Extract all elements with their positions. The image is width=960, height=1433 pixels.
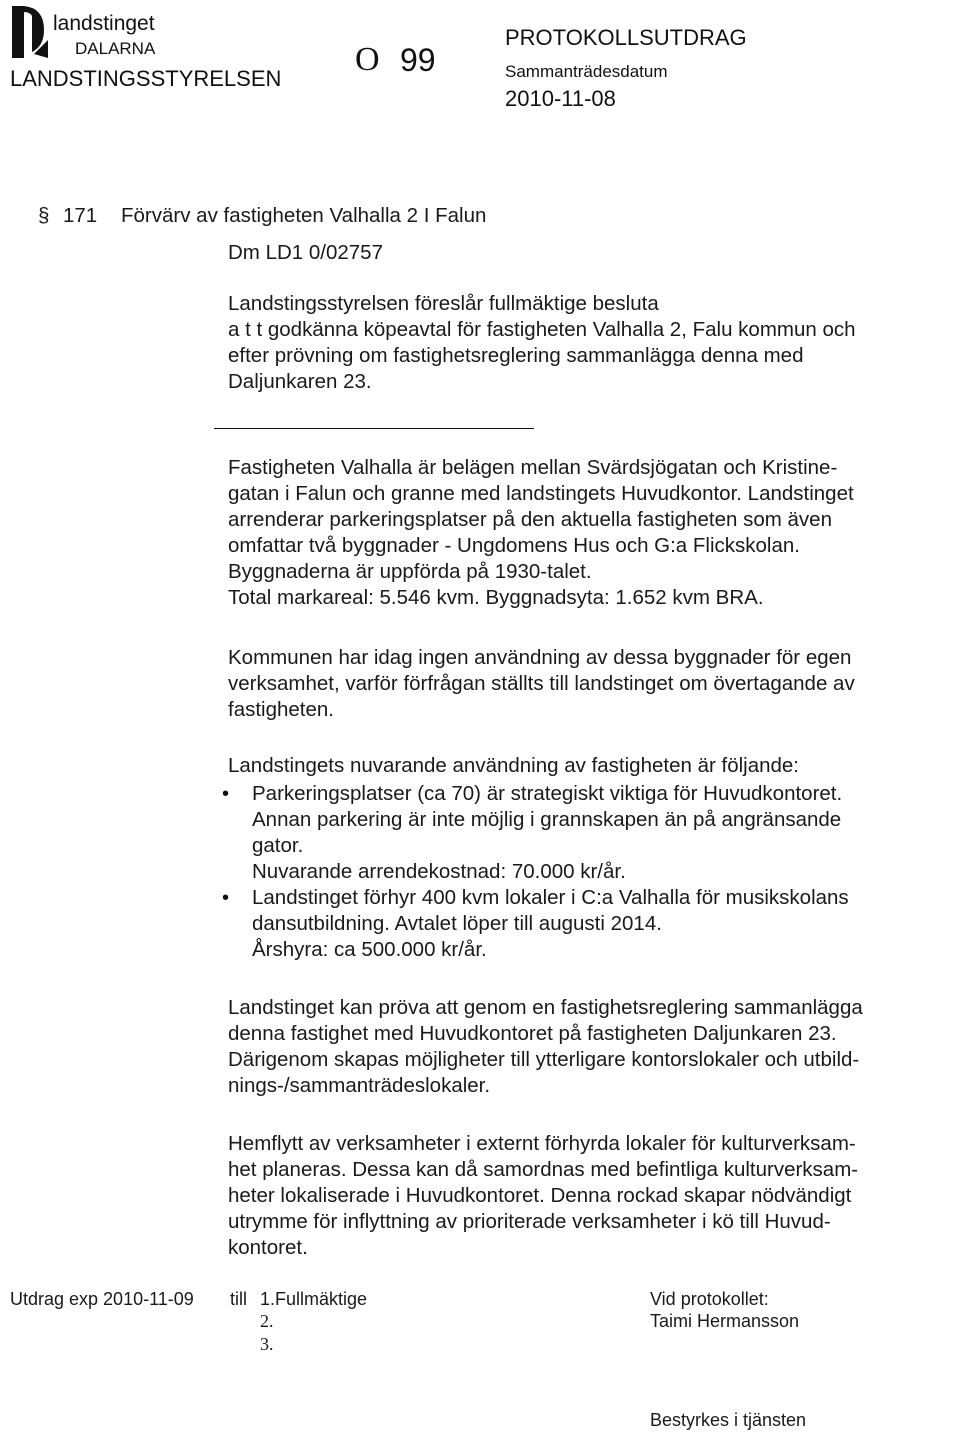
text-line: Därigenom skapas möjligheter till ytterligare kontorslokaler och utbild- xyxy=(228,1048,860,1071)
text-line: gatan i Falun och granne med landstingets Huvudkontor. Landstinget xyxy=(228,482,854,505)
text-line: • Landstinget förhyr 400 kvm lokaler i C:a Valhalla för musikskolans xyxy=(252,886,849,909)
text-line: Hemflytt av verksamheter i externt förhyrda lokaler för kulturverksam- xyxy=(228,1132,856,1155)
text-line: fastigheten. xyxy=(228,698,334,721)
text-line: efter prövning om fastighetsreglering sammanlägga denna med xyxy=(228,344,804,367)
text-line: kontoret. xyxy=(228,1236,308,1259)
text-line: gator. xyxy=(252,834,304,857)
till-label: till xyxy=(230,1289,247,1309)
usage-intro: Landstingets nuvarande användning av fastigheten är följande: xyxy=(228,754,800,777)
reallocation-paragraph xyxy=(228,995,863,1099)
background-paragraph xyxy=(228,455,854,611)
org-region: DALARNA xyxy=(75,39,156,58)
text-line: a t t godkänna köpeavtal för fastigheten Valhalla 2, Falu kommun och xyxy=(228,318,856,341)
org-name: landstinget xyxy=(53,12,155,35)
date-label: Sammanträdesdatum xyxy=(505,62,668,81)
text-line: Annan parkering är inte möjlig i grannskapen än på angränsande xyxy=(252,808,842,831)
text-line: Kommunen har idag ingen användning av dessa byggnader för egen xyxy=(228,646,852,669)
text-line: Fastigheten Valhalla är belägen mellan Svärdsjögatan och Kristine- xyxy=(228,456,838,479)
document-number: 99 xyxy=(400,42,436,78)
text-line: omfattar två byggnader - Ungdomens Hus och G:a Flickskolan. xyxy=(228,534,800,557)
recipient-2: 2. xyxy=(260,1311,274,1331)
text-line: • Parkeringsplatser (ca 70) är strategiskt viktiga för Huvudkontoret. xyxy=(252,782,843,805)
text-line: denna fastighet med Huvudkontoret på fastigheten Daljunkaren 23. xyxy=(228,1022,837,1045)
protocol-secretary: Taimi Hermansson xyxy=(650,1311,800,1331)
landstinget-logo-icon xyxy=(10,4,50,62)
text-line: dansutbildning. Avtalet löper till augusti 2014. xyxy=(252,912,662,935)
section-symbol: § xyxy=(38,204,50,227)
extract-date: Utdrag exp 2010-11-09 xyxy=(10,1289,194,1309)
usage-list xyxy=(222,781,849,963)
text-line: Årshyra: ca 500.000 kr/år. xyxy=(252,938,487,961)
separator-rule xyxy=(214,428,534,429)
logo xyxy=(10,4,50,62)
text-line: Byggnaderna är uppförda på 1930-talet. xyxy=(228,560,592,583)
section-number: 171 xyxy=(63,204,98,227)
text-line: heter lokaliserade i Huvudkontoret. Denna rockad skapar nödvändigt xyxy=(228,1184,852,1207)
list-item xyxy=(222,885,849,963)
recipient-3: 3. xyxy=(260,1334,274,1354)
text-line: Daljunkaren 23. xyxy=(228,370,372,393)
text-line: Landstingsstyrelsen föreslår fullmäktige besluta xyxy=(228,292,659,315)
case-number: Dm LD1 0/02757 xyxy=(228,241,383,264)
text-line: Total markareal: 5.546 kvm. Byggnadsyta: 1.652 kvm BRA. xyxy=(228,586,764,609)
text-line: nings-/sammanträdeslokaler. xyxy=(228,1074,491,1097)
relocation-paragraph xyxy=(228,1131,858,1261)
text-line: het planeras. Dessa kan då samordnas med befintliga kulturverksam- xyxy=(228,1158,859,1181)
meeting-date: 2010-11-08 xyxy=(505,86,616,111)
municipality-paragraph xyxy=(228,645,855,723)
org-board: LANDSTINGSSTYRELSEN xyxy=(10,66,282,91)
list-item xyxy=(222,781,849,885)
text-line: verksamhet, varför förfrågan ställts till landstinget om övertagande av xyxy=(228,672,855,695)
proposal-text xyxy=(228,291,856,395)
text-line: utrymme för inflyttning av prioriterade verksamheter i kö till Huvud- xyxy=(228,1210,831,1233)
protocol-label: Vid protokollet: xyxy=(650,1289,769,1309)
text-line: Landstinget kan pröva att genom en fastighetsreglering sammanlägga xyxy=(228,996,863,1019)
document-type: PROTOKOLLSUTDRAG xyxy=(505,25,747,50)
text-line: arrenderar parkeringsplatser på den aktuella fastigheten som även xyxy=(228,508,832,531)
circle-o-icon: O xyxy=(355,41,380,78)
section-title: Förvärv av fastigheten Valhalla 2 I Falun xyxy=(121,204,487,227)
recipient-1: 1.Fullmäktige xyxy=(260,1289,368,1309)
text-line: Nuvarande arrendekostnad: 70.000 kr/år. xyxy=(252,860,626,883)
certification-note: Bestyrkes i tjänsten xyxy=(650,1410,807,1430)
